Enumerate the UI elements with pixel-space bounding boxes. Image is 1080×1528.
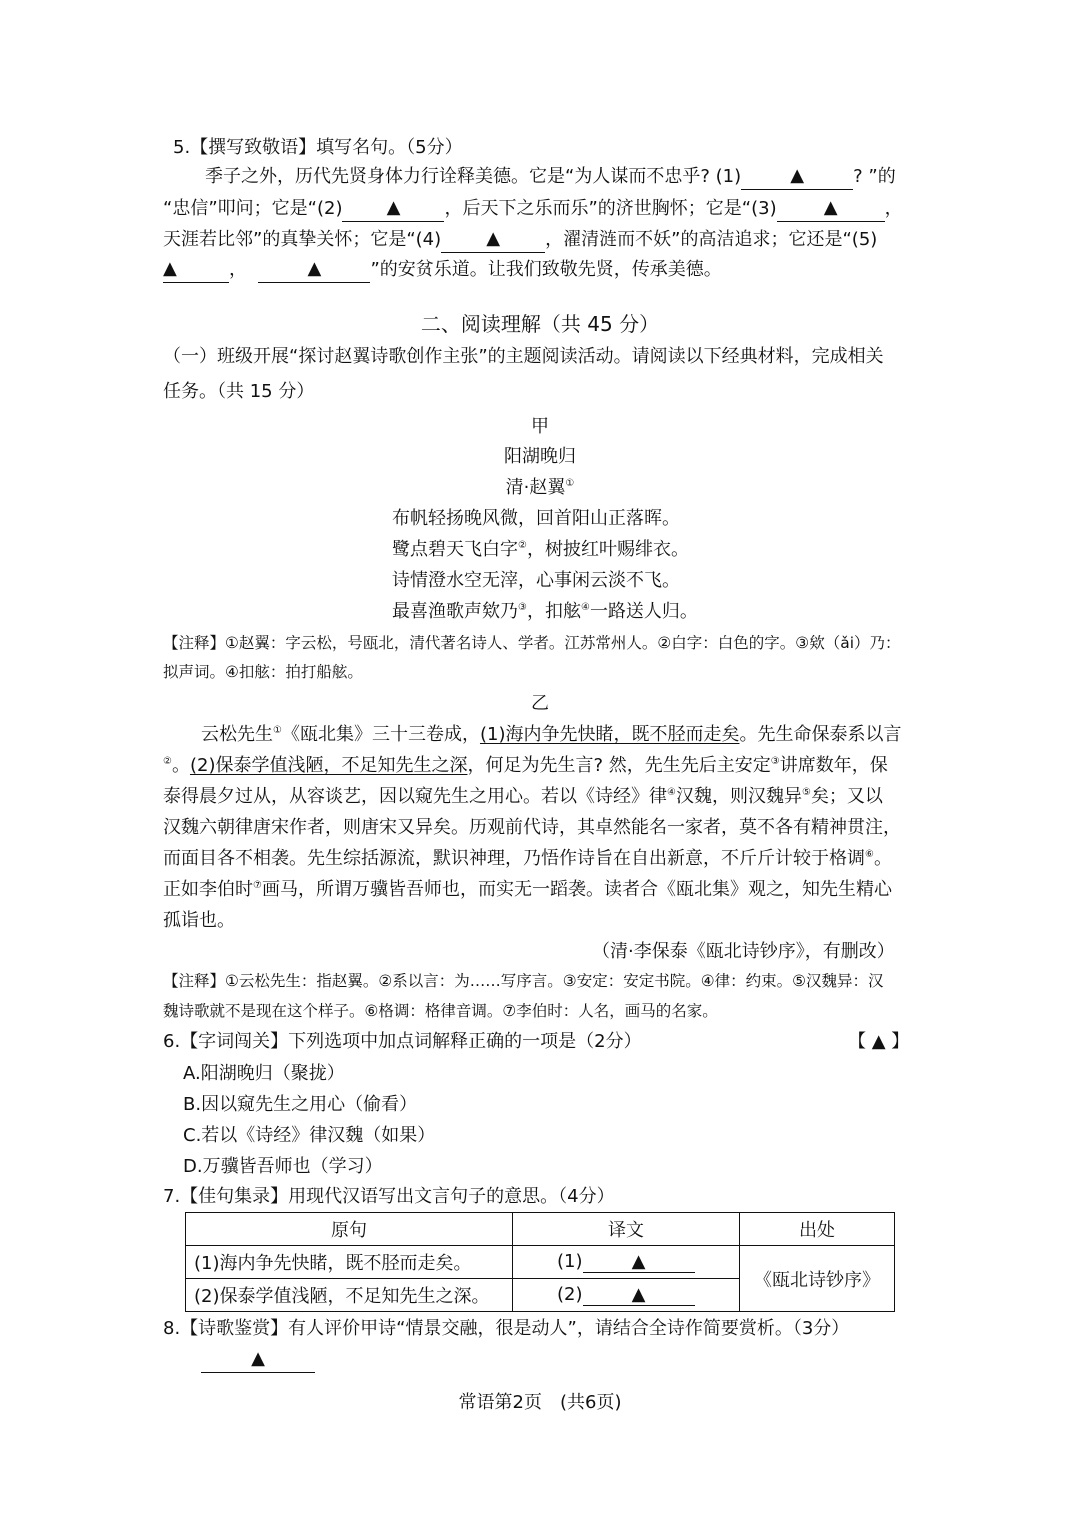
underlined-sentence-2: (2)保泰学值浅陋，不足知先生之深 xyxy=(189,755,468,776)
answer-blank-7-2: ▲ xyxy=(583,1284,695,1306)
section2-title: 二、阅读理解（共 45 分） xyxy=(420,312,660,336)
q7-header-original: 原句 xyxy=(186,1213,513,1246)
q5-line-4: ▲ ， ▲ ”的安贫乐道。让我们致敬先贤，传承美德。 xyxy=(163,256,722,283)
prose-line-4: 汉魏六朝律唐宋作者，则唐宋又异矣。历观前代诗，其卓然能名一家者，莫不各有精神贯注， xyxy=(163,817,901,838)
q8-title: 8.【诗歌鉴赏】有人评价甲诗“情景交融，很是动人”，请结合全诗作简要赏析。（3分） xyxy=(163,1318,850,1339)
q7-table xyxy=(185,1212,895,1312)
poem-line-1: 布帆轻扬晚风微，回首阳山正落晖。 xyxy=(392,508,680,529)
prose-line-6: 正如李伯时⑦画马，所谓万骥皆吾师也，而实无一蹈袭。读者合《瓯北集》观之，知先生精心 xyxy=(163,879,892,900)
poem-title: 阳湖晚归 xyxy=(504,446,576,467)
poem-note-2: 拟声词。④扣舷：拍打船舷。 xyxy=(163,663,363,681)
q6-option-b[interactable]: B.因以窥先生之用心（偷看） xyxy=(183,1094,418,1115)
q5-line-3: 天涯若比邻”的真挚关怀；它是“(4) ▲ ，濯清涟而不妖”的高洁追求；它还是“(5) xyxy=(163,226,877,253)
q5-line-2: “忠信”叩问；它是“(2) ▲ ，后天下之乐而乐”的济世胸怀；它是“(3) ▲ ， xyxy=(163,195,903,222)
prose-line-3: 泰得晨夕过从，从容谈艺，因以窥先生之用心。若以《诗经》律④汉魏，则汉魏异⑤矣；又以 xyxy=(163,786,883,807)
q6-option-a[interactable]: A.阳湖晚归（聚拢） xyxy=(183,1063,345,1084)
poem-line-4: 最喜渔歌声欸乃③，扣舷④一路送人归。 xyxy=(392,601,698,622)
answer-blank-1[interactable]: ▲ xyxy=(741,163,853,190)
answer-blank-5b[interactable]: ▲ xyxy=(258,256,370,283)
underlined-sentence-1: (1)海内争先快睹，既不胫而走矣 xyxy=(479,724,740,745)
q7-translation-1[interactable]: (1) ▲ xyxy=(513,1246,740,1279)
answer-blank-7-1: ▲ xyxy=(583,1251,695,1273)
prose-note-1: 【注释】①云松先生：指赵翼。②系以言：为……写序言。③安定：安定书院。④律：约束。⑤汉魏异：汉 xyxy=(163,972,884,990)
q7-header-source: 出处 xyxy=(740,1213,895,1246)
poem-label: 甲 xyxy=(531,416,549,437)
q7-translation-2[interactable]: (2) ▲ xyxy=(513,1279,740,1312)
q6-option-d[interactable]: D.万骥皆吾师也（学习） xyxy=(183,1156,383,1177)
q6-title: 6.【字词闯关】下列选项中加点词解释正确的一项是（2分） xyxy=(163,1031,642,1052)
prose-source: （清·李保泰《瓯北诗钞序》，有删改） xyxy=(592,941,895,962)
q7-header-translation: 译文 xyxy=(513,1213,740,1246)
prose-line-2: ②。(2)保泰学值浅陋，不足知先生之深，何足为先生言? 然，先生先后主安定③讲席数年，保 xyxy=(163,755,888,776)
answer-blank-8: ▲ xyxy=(201,1346,315,1373)
q7-original-1: (1)海内争先快睹，既不胫而走矣。 xyxy=(186,1246,513,1279)
section2-intro-2: 任务。（共 15 分） xyxy=(163,381,315,402)
page-footer: 常语第2页 (共6页) xyxy=(458,1392,622,1413)
prose-label: 乙 xyxy=(531,693,549,714)
answer-blank-5a[interactable]: ▲ xyxy=(163,256,229,283)
answer-blank-2[interactable]: ▲ xyxy=(342,195,444,222)
poem-note-1: 【注释】①赵翼：字云松，号瓯北，清代著名诗人、学者。江苏常州人。②白字：白色的字。③欸（ǎi）乃： xyxy=(163,634,901,652)
poem-line-3: 诗情澄水空无滓，心事闲云淡不飞。 xyxy=(392,570,680,591)
q8-answer-line[interactable] xyxy=(201,1346,315,1373)
q6-option-c[interactable]: C.若以《诗经》律汉魏（如果） xyxy=(183,1125,436,1146)
answer-blank-4[interactable]: ▲ xyxy=(441,226,545,253)
section2-intro-1: （一）班级开展“探讨赵翼诗歌创作主张”的主题阅读活动。请阅读以下经典材料，完成相关 xyxy=(163,346,884,367)
prose-line-5: 而面目各不相袭。先生综括源流，默识神理，乃悟作诗旨在自出新意，不斤斤计较于格调⑥。 xyxy=(163,848,892,869)
q6-answer-bracket[interactable]: 【 ▲ 】 xyxy=(848,1031,910,1052)
prose-note-2: 魏诗歌就不是现在这个样子。⑥格调：格律音调。⑦李伯时：人名，画马的名家。 xyxy=(163,1002,718,1020)
q7-title: 7.【佳句集录】用现代汉语写出文言句子的意思。（4分） xyxy=(163,1186,615,1207)
answer-blank-3[interactable]: ▲ xyxy=(777,195,885,222)
q7-source-cell: 《瓯北诗钞序》 xyxy=(740,1246,895,1312)
q7-original-2: (2)保泰学值浅陋，不足知先生之深。 xyxy=(186,1279,513,1312)
poem-line-2: 鹭点碧天飞白字②，树披红叶赐绯衣。 xyxy=(392,539,689,560)
prose-line-1: 云松先生①《瓯北集》三十三卷成，(1)海内争先快睹，既不胫而走矣。先生命保泰系以言 xyxy=(201,724,902,745)
table-row xyxy=(186,1246,895,1279)
poem-author: 清·赵翼① xyxy=(505,477,575,498)
prose-line-7: 孤诣也。 xyxy=(163,910,235,931)
q5-line-1: 季子之外，历代先贤身体力行诠释美德。它是“为人谋而不忠乎? (1) ▲ ? ”的 xyxy=(205,163,896,190)
q5-title: 5.【撰写致敬语】填写名句。（5分） xyxy=(173,137,463,158)
